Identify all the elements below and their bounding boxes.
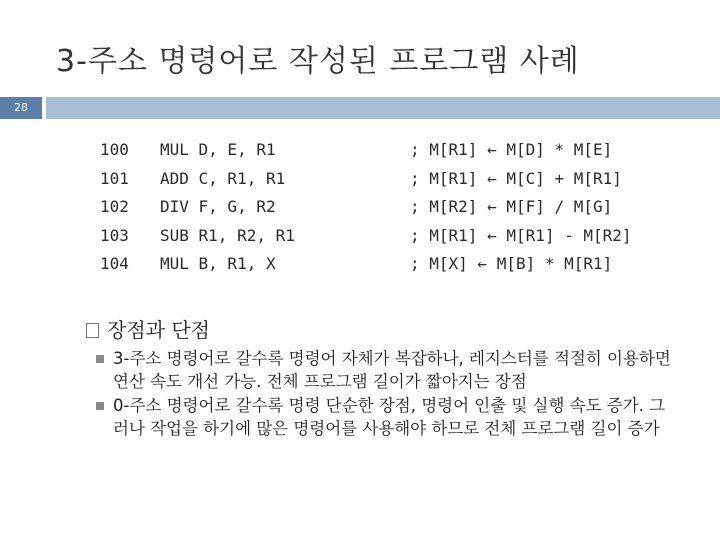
square-bullet-icon <box>96 355 104 363</box>
section-heading <box>86 314 210 343</box>
checkbox-bullet-icon <box>86 323 99 338</box>
code-comment: ; M[R1] ← M[R1] - M[R2] <box>410 225 632 245</box>
bullet-list <box>96 347 676 441</box>
page-number: 28 <box>14 101 28 114</box>
bullet-text: 3-주소 명령어로 갈수록 명령어 자체가 복잡하나, 레지스터를 적절히 이용하면 연산 속도 개선 가능. 전체 프로그램 길이가 짧아지는 장점 <box>113 349 671 391</box>
code-comment: ; M[R1] ← M[C] + M[R1] <box>410 168 622 188</box>
list-item <box>96 347 676 393</box>
code-address: 100 <box>100 140 129 159</box>
square-bullet-icon <box>96 402 104 410</box>
header-divider-bar <box>46 97 720 119</box>
bullet-text: 0-주소 명령어로 갈수록 명령 단순한 장점, 명령어 인출 및 실행 속도 증가. 그러나 작업을 하기에 많은 명령어를 사용해야 하므로 전체 프로그램 길이 증가 <box>113 396 666 438</box>
code-instruction: DIV F, G, R2 <box>160 197 276 216</box>
code-address: 104 <box>100 254 129 273</box>
code-instruction: SUB R1, R2, R1 <box>160 225 295 245</box>
code-instruction: MUL B, R1, X <box>160 254 276 273</box>
list-item <box>96 394 676 440</box>
code-address: 102 <box>100 197 129 216</box>
code-comment: ; M[R1] ← M[D] * M[E] <box>410 140 613 159</box>
code-comment: ; M[R2] ← M[F] / M[G] <box>410 197 613 216</box>
slide-title: 3-주소 명령어로 작성된 프로그램 사례 <box>56 44 580 79</box>
code-address: 103 <box>100 225 129 245</box>
code-comment: ; M[X] ← M[B] * M[R1] <box>410 254 613 273</box>
code-instruction: ADD C, R1, R1 <box>160 168 286 188</box>
code-address: 101 <box>100 168 129 188</box>
code-instruction: MUL D, E, R1 <box>160 140 276 159</box>
section-heading-text: 장점과 단점 <box>107 318 210 342</box>
